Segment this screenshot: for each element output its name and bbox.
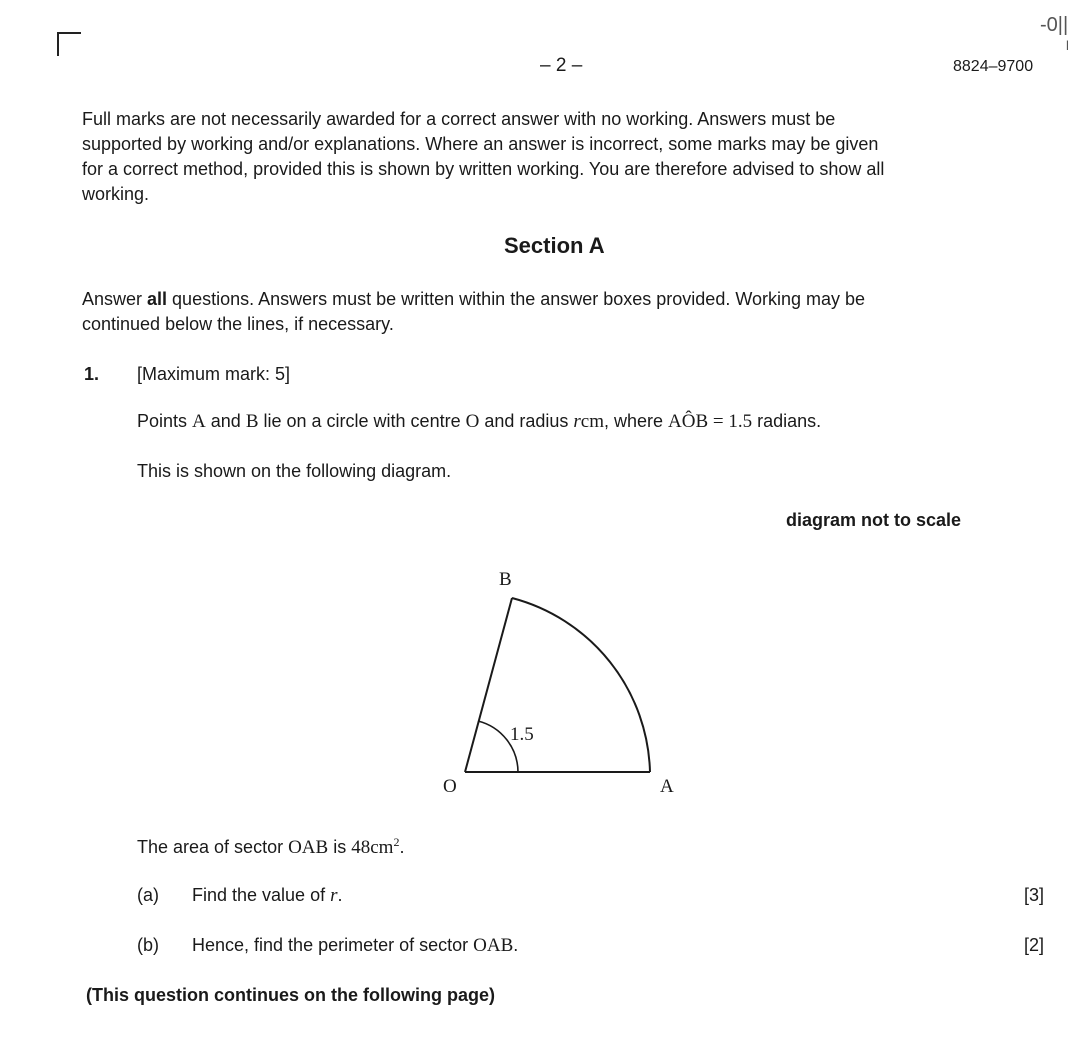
question-stem [137, 411, 821, 433]
label-a: A [660, 776, 674, 797]
area-text: is [328, 837, 352, 857]
part-a-label: (a) [137, 885, 159, 905]
part-a-prompt: Find the value of [192, 885, 331, 905]
part-a-text [192, 885, 343, 907]
instructions-line: working. [82, 184, 150, 204]
instructions-line: Full marks are not necessarily awarded for a correct answer with no working. Answers must be [82, 109, 836, 129]
radius-ob [465, 598, 512, 772]
stem-text: Points [137, 411, 193, 431]
instructions-line: supported by working and/or explanations. Where an answer is incorrect, some marks may be given [82, 134, 879, 154]
part-a-suffix: . [337, 885, 343, 905]
point-b: B [245, 411, 259, 432]
sector-diagram [420, 560, 700, 805]
continues-note: (This question continues on the following page) [86, 985, 495, 1005]
sector-name: OAB [288, 837, 329, 858]
area-text: . [399, 837, 405, 857]
intro-rest: questions. Answers must be written within the answer boxes provided. Working may be [167, 289, 866, 309]
scale-note: diagram not to scale [786, 510, 962, 530]
part-b-math: OAB [473, 935, 514, 956]
part-b-marks: [2] [1024, 935, 1045, 955]
question-number: 1. [84, 364, 100, 384]
section-title: Section A [504, 233, 605, 258]
section-intro [82, 287, 1022, 337]
intro-prefix: Answer [82, 289, 148, 309]
stem-text: , where [604, 411, 669, 431]
corner-small-mark: l [1066, 38, 1069, 53]
part-a-marks: [3] [1024, 885, 1045, 905]
label-o: O [443, 776, 457, 797]
stem-text: and [205, 411, 246, 431]
sector-area [137, 835, 404, 859]
stem-text: lie on a circle with centre [258, 411, 466, 431]
part-b-label: (b) [137, 935, 159, 955]
stem-text: radians. [752, 411, 822, 431]
label-b: B [499, 569, 512, 590]
area-exponent: 2 [393, 835, 400, 849]
angle-aob: AÔB = 1.5 [668, 411, 753, 432]
section-intro-line [82, 287, 1022, 312]
page-number: – 2 – [540, 55, 583, 76]
arc-ab [512, 598, 650, 772]
area-unit: cm [370, 837, 394, 858]
paper-code: 8824–9700 [953, 58, 1034, 75]
part-a-math: r [330, 885, 338, 906]
unit-cm: cm [580, 411, 605, 432]
crop-mark [57, 32, 81, 56]
angle-label: 1.5 [510, 724, 534, 745]
intro-all: all [147, 289, 168, 309]
diagram-intro: This is shown on the following diagram. [137, 461, 452, 481]
area-text: The area of sector [137, 837, 289, 857]
radius-r: r [573, 411, 581, 432]
instructions-line: for a correct method, provided this is shown by written working. You are therefore advised to show all [82, 159, 885, 179]
part-b-suffix: . [513, 935, 519, 955]
point-a: A [192, 411, 206, 432]
stem-text: and radius [479, 411, 574, 431]
part-b-text [192, 935, 518, 957]
part-b-prompt: Hence, find the perimeter of sector [192, 935, 474, 955]
section-intro-line-2: continued below the lines, if necessary. [82, 314, 394, 334]
area-value: 48 [351, 837, 371, 858]
instructions [82, 107, 1022, 207]
corner-marks: -0|| [1040, 14, 1069, 36]
centre-o: O [465, 411, 480, 432]
max-mark: [Maximum mark: 5] [137, 364, 291, 384]
